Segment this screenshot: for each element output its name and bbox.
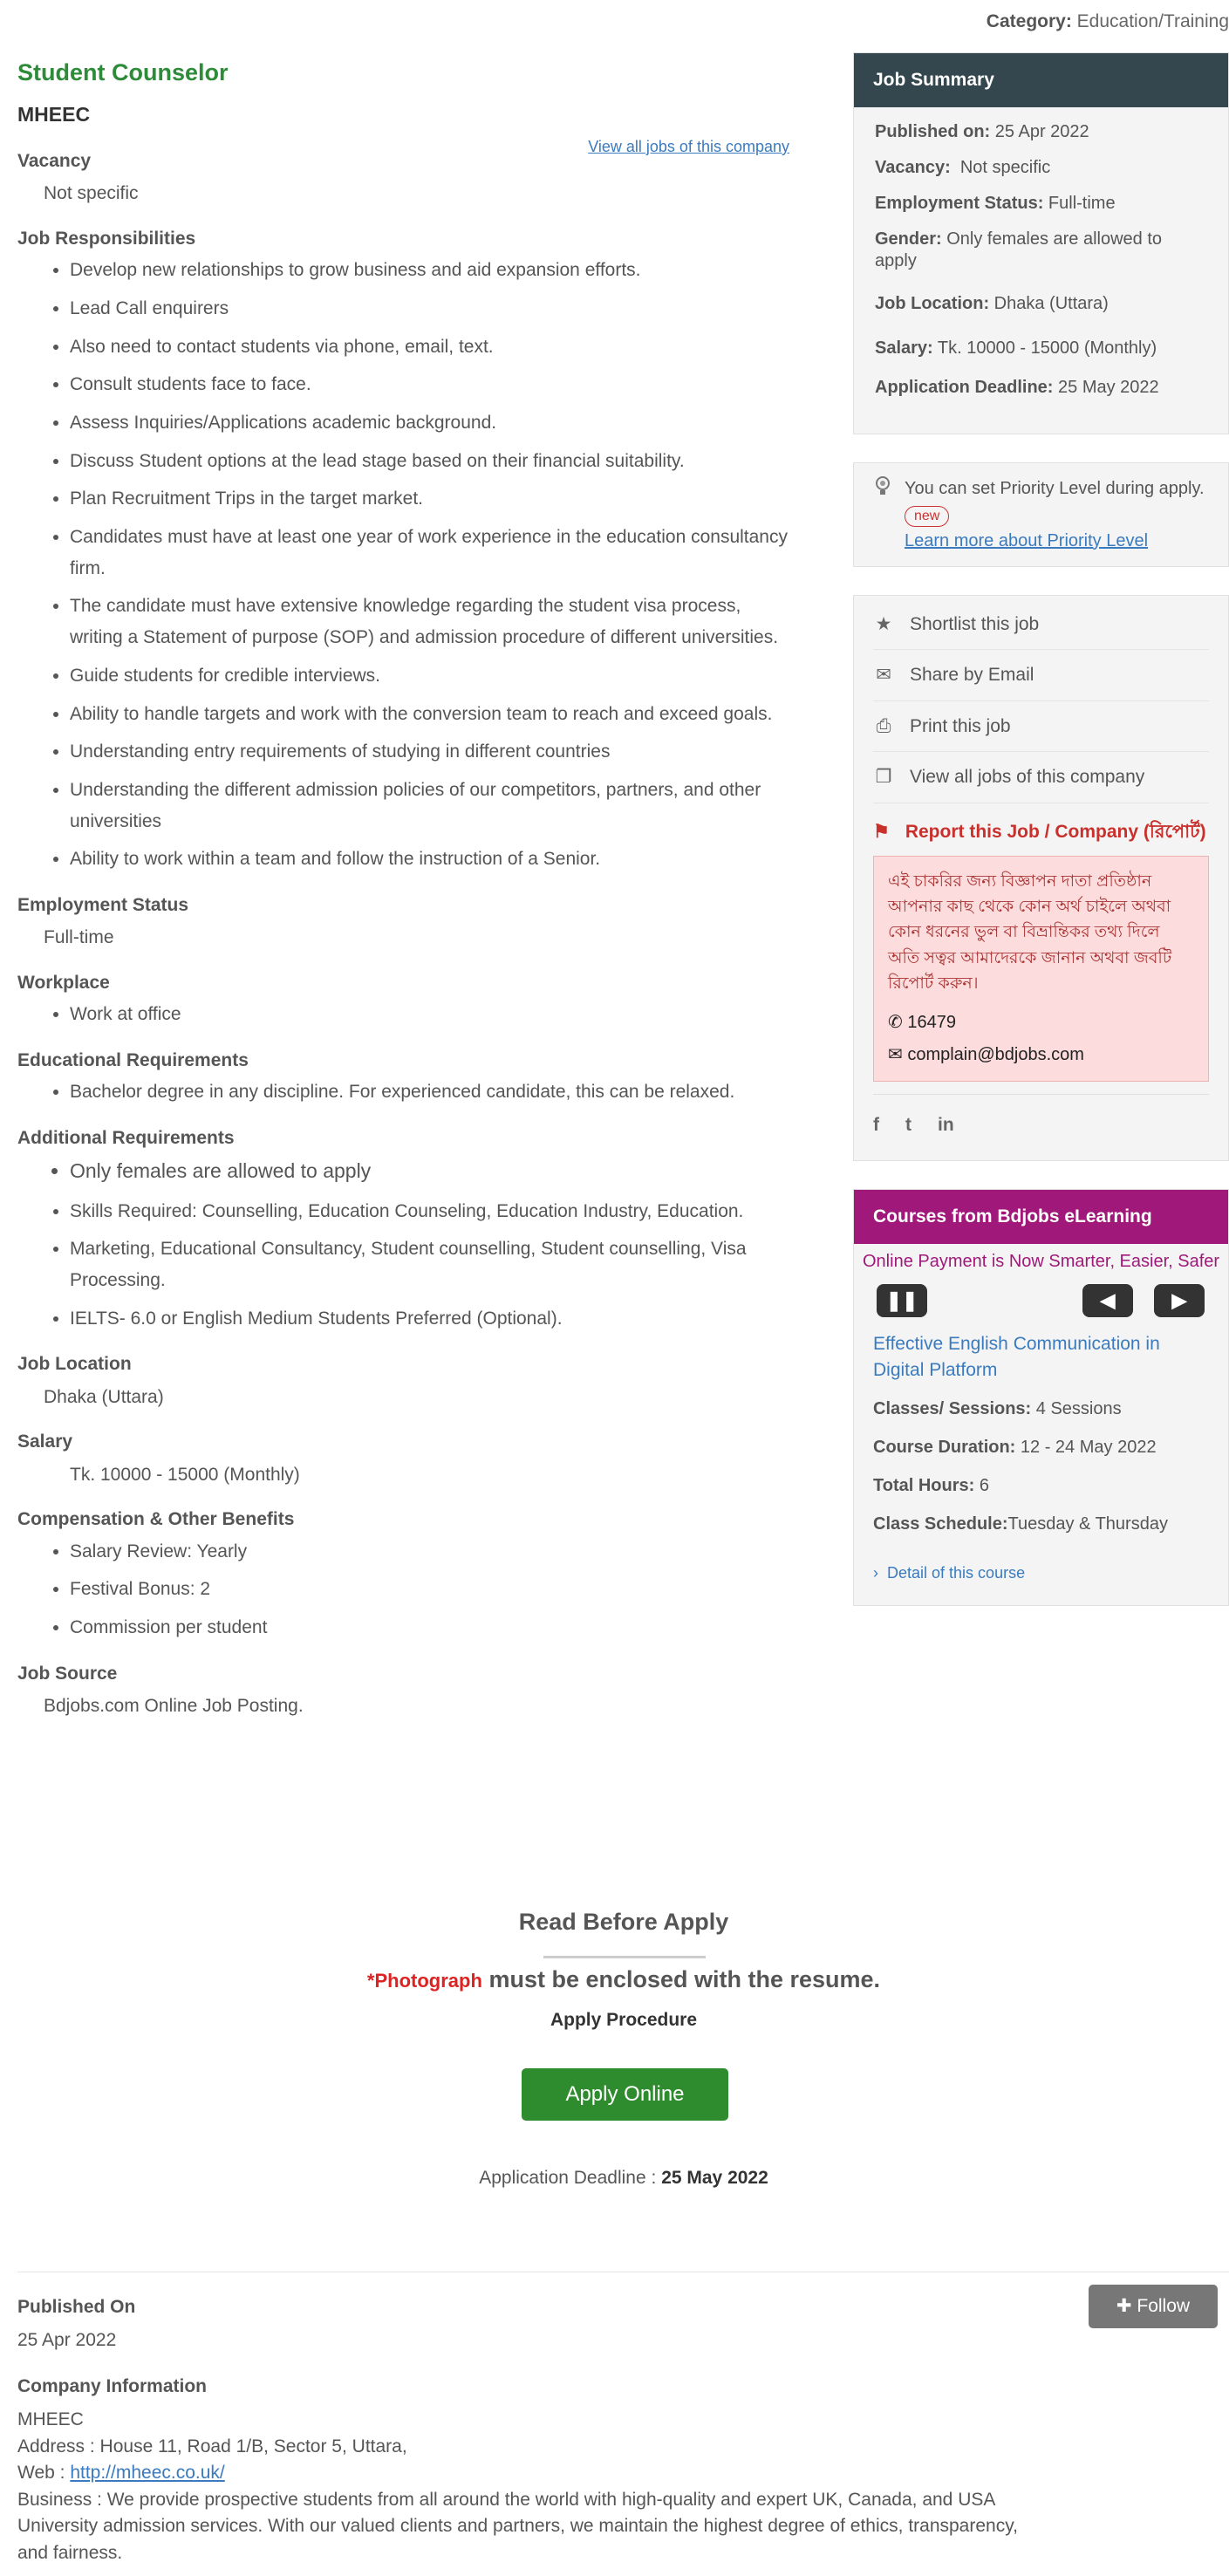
course-value: 12 - 24 May 2022 — [1020, 1437, 1157, 1457]
view-all-jobs-button[interactable] — [873, 752, 1209, 803]
benefits-section — [17, 1507, 789, 1643]
benefits-list — [70, 1536, 789, 1643]
company-name: MHEEC — [17, 103, 91, 126]
deadline-label: Application Deadline : — [479, 2168, 657, 2188]
published-date: 25 Apr 2022 — [17, 2330, 117, 2351]
list-item: • Lead Call enquirers — [70, 293, 789, 325]
list-item: • Work at office — [70, 999, 789, 1030]
education-section — [17, 1048, 789, 1108]
course-title-link[interactable]: Effective English Communication in Digital Platform — [873, 1333, 1160, 1381]
job-actions — [853, 595, 1229, 1162]
photo-label: *Photograph — [366, 1970, 482, 1992]
list-item: • Plan Recruitment Trips in the target market. — [70, 483, 789, 515]
apply-online-button[interactable]: Apply Online — [522, 2068, 728, 2121]
action-label: Print this job — [910, 715, 1011, 736]
courses-panel — [853, 1189, 1229, 1605]
lightbulb-icon — [873, 475, 892, 554]
list-item: • Candidates must have at least one year of work experience in the education consultancy firm. — [70, 522, 789, 584]
list-item: • Skills Required: Counselling, Education Counseling, Education Industry, Education. — [70, 1196, 789, 1227]
section-heading: Employment Status — [17, 894, 189, 915]
sidebar — [853, 52, 1229, 1606]
priority-box — [853, 462, 1229, 567]
envelope-icon: ✉ — [876, 665, 891, 686]
list-item: • Assess Inquiries/Applications academic background. — [70, 407, 789, 439]
summary-deadline — [854, 377, 1228, 399]
summary-published — [854, 121, 1228, 143]
summary-salary — [854, 338, 1228, 359]
action-label: Shortlist this job — [910, 613, 1040, 634]
course-value: 6 — [979, 1475, 989, 1495]
twitter-icon[interactable]: t — [905, 1114, 912, 1135]
facebook-icon[interactable]: f — [873, 1114, 879, 1135]
new-badge: new — [905, 506, 949, 527]
report-warning — [873, 856, 1209, 1082]
list-item: • Also need to contact students via phone, email, text. — [70, 331, 789, 363]
education-list — [70, 1076, 789, 1108]
pause-button[interactable]: ❚❚ — [877, 1284, 927, 1317]
linkedin-icon[interactable]: in — [938, 1114, 954, 1135]
category-value: Education/Training — [1076, 11, 1229, 31]
star-icon: ★ — [875, 613, 892, 634]
section-heading: Job Source — [17, 1663, 118, 1684]
flag-icon: ⚑ — [873, 821, 890, 842]
employment-value: Full-time — [44, 927, 114, 948]
apply-procedure-title: Apply Procedure — [550, 2010, 698, 2030]
job-details — [17, 58, 789, 1721]
summary-value: Only females are allowed to apply — [875, 229, 1163, 270]
company-name: MHEEC — [17, 2409, 84, 2430]
category-label: Category: — [986, 11, 1072, 31]
job-summary-title: Job Summary — [854, 53, 1228, 107]
summary-value: 25 May 2022 — [1058, 377, 1159, 397]
follow-button[interactable] — [1089, 2285, 1218, 2328]
summary-value: Full-time — [1048, 193, 1116, 213]
list-item: • The candidate must have extensive knowledge regarding the student visa process, writing a Statement of purpose (SOP) and admission procedure of different universities. — [70, 591, 789, 653]
copy-icon: ❐ — [875, 767, 892, 788]
list-item: • Guide students for credible interviews. — [70, 660, 789, 692]
source-value: Bdjobs.com Online Job Posting. — [44, 1696, 304, 1717]
section-heading: Job Responsibilities — [17, 228, 196, 249]
list-item: • Festival Bonus: 2 — [70, 1574, 789, 1605]
printer-icon: ⎙ — [876, 715, 891, 736]
web-label: Web : — [17, 2463, 65, 2484]
responsibilities-list — [70, 255, 789, 875]
course-detail-label: Detail of this course — [887, 1563, 1026, 1582]
photo-text: must be enclosed with the resume. — [488, 1966, 881, 1992]
section-heading: Salary — [17, 1431, 73, 1452]
category — [987, 7, 1229, 37]
print-button[interactable] — [873, 701, 1209, 753]
section-heading: Job Location — [17, 1354, 132, 1375]
social-share — [873, 1094, 1209, 1149]
company-business: Business : We provide prospective students from all around the world with high-quality and expert UK, Canada, and USA University admission services. With our valued clients and partners, we maintain the highest degree of ethics, transparency, and fairness. — [17, 2489, 1018, 2563]
salary-value: Tk. 10000 - 15000 (Monthly) — [70, 1464, 300, 1485]
summary-value: Dhaka (Uttara) — [993, 293, 1109, 313]
list-item: • IELTS- 6.0 or English Medium Students Preferred (Optional). — [70, 1303, 789, 1335]
deadline-value: 25 May 2022 — [661, 2168, 768, 2188]
list-item: • Ability to work within a team and follow the instruction of a Senior. — [70, 844, 789, 875]
location-value: Dhaka (Uttara) — [44, 1386, 164, 1407]
view-all-jobs-link[interactable]: View all jobs of this company — [588, 138, 789, 155]
envelope-icon: ✉ — [888, 1044, 903, 1064]
report-job-link[interactable] — [873, 803, 1209, 856]
summary-location — [854, 293, 1228, 315]
course-value: 4 Sessions — [1035, 1398, 1122, 1418]
summary-label: Published on: — [875, 121, 991, 141]
list-item: • Understanding entry requirements of studying in different countries — [70, 736, 789, 768]
company-web — [17, 2460, 1047, 2486]
salary-section — [17, 1429, 789, 1489]
list-item: • Bachelor degree in any discipline. For experienced candidate, this can be relaxed. — [70, 1076, 789, 1108]
company-info-heading: Company Information — [17, 2375, 208, 2396]
chevron-right-icon: › — [873, 1563, 878, 1582]
list-item: • Ability to handle targets and work with the conversion team to reach and exceed goals. — [70, 699, 789, 730]
section-heading: Vacancy — [17, 150, 92, 171]
summary-label: Vacancy: — [875, 157, 951, 177]
priority-learn-more-link[interactable]: Learn more about Priority Level — [905, 530, 1149, 550]
responsibilities-section — [17, 226, 789, 875]
location-section — [17, 1351, 789, 1411]
priority-text: You can set Priority Level during apply. — [905, 478, 1205, 498]
shortlist-button[interactable] — [873, 599, 1209, 651]
course-duration — [854, 1433, 1228, 1461]
carousel-controls — [854, 1279, 1228, 1321]
summary-gender — [854, 229, 1228, 272]
summary-label: Job Location: — [875, 293, 990, 313]
company-address: Address : House 11, Road 1/B, Sector 5, Uttara, — [17, 2436, 407, 2456]
list-item: • Commission per student — [70, 1612, 789, 1643]
list-item: • Consult students face to face. — [70, 369, 789, 400]
section-heading: Educational Requirements — [17, 1050, 249, 1071]
published-heading: Published On — [17, 2297, 136, 2317]
list-item: • Discuss Student options at the lead stage based on their financial suitability. — [70, 446, 789, 477]
job-summary — [853, 52, 1229, 434]
workplace-section — [17, 970, 789, 1030]
additional-section — [17, 1125, 789, 1334]
action-label: View all jobs of this company — [910, 767, 1145, 788]
section-heading: Workplace — [17, 972, 110, 993]
additional-list — [70, 1154, 789, 1334]
list-item: • Marketing, Educational Consultancy, Student counselling, Student counselling, Visa Processing. — [70, 1233, 789, 1295]
phone-number: 16479 — [907, 1012, 956, 1032]
list-item: • Only females are allowed to apply — [70, 1154, 789, 1188]
payment-marquee: Online Payment is Now Smarter, Easier, Safer — [863, 1251, 1220, 1271]
action-label: Share by Email — [910, 665, 1034, 686]
summary-value: Tk. 10000 - 15000 (Monthly) — [937, 338, 1157, 358]
course-label: Class Schedule: — [873, 1513, 1008, 1534]
share-email-button[interactable] — [873, 650, 1209, 701]
summary-label: Application Deadline: — [875, 377, 1054, 397]
summary-value: Not specific — [959, 157, 1051, 177]
section-heading: Compensation & Other Benefits — [17, 1509, 295, 1530]
course-label: Classes/ Sessions: — [873, 1398, 1032, 1418]
company-footer — [17, 2294, 1047, 2566]
summary-value: 25 Apr 2022 — [994, 121, 1089, 141]
summary-label: Employment Status: — [875, 193, 1044, 213]
read-before-apply-title: Read Before Apply — [518, 1909, 729, 1935]
source-section — [17, 1661, 789, 1721]
prev-arrow-icon[interactable]: ◀ — [1082, 1284, 1133, 1317]
application-deadline — [0, 2163, 1229, 2193]
next-arrow-icon[interactable]: ▶ — [1154, 1284, 1205, 1317]
course-schedule — [854, 1510, 1228, 1538]
list-item: • Salary Review: Yearly — [70, 1536, 789, 1568]
email-line — [888, 1042, 1194, 1069]
divider — [543, 1956, 706, 1958]
course-label: Total Hours: — [873, 1475, 975, 1495]
employment-section — [17, 892, 789, 953]
courses-title: Courses from Bdjobs eLearning — [854, 1190, 1228, 1244]
section-heading: Additional Requirements — [17, 1128, 235, 1149]
course-label: Course Duration: — [873, 1437, 1016, 1457]
summary-label: Salary: — [875, 338, 933, 358]
company-web-link[interactable]: http://mheec.co.uk/ — [70, 2463, 225, 2484]
plus-icon: ✚ — [1116, 2296, 1132, 2316]
follow-label: Follow — [1137, 2296, 1191, 2316]
photo-notice — [0, 1961, 1229, 1999]
workplace-list — [70, 999, 789, 1030]
complain-email: complain@bdjobs.com — [907, 1044, 1084, 1064]
course-hours — [854, 1472, 1228, 1500]
warning-text: এই চাকরির জন্য বিজ্ঞাপন দাতা প্রতিষ্ঠান আপনার কাছ থেকে কোন অর্থ চাইলে অথবা কোন ধরনের ভুল বা বিভ্রান্তিকর তথ্য দিলে অতি সত্বর আমাদেরকে জানান অথবা জবটি রিপোর্ট করুন। — [888, 871, 1172, 994]
list-item: • Understanding the different admission policies of our competitors, partners, and other universities — [70, 775, 789, 837]
phone-icon: ✆ — [888, 1012, 903, 1032]
phone-line — [888, 1009, 1194, 1036]
summary-employment — [854, 193, 1228, 215]
course-value: Tuesday & Thursday — [1007, 1513, 1168, 1534]
job-title: Student Counselor — [17, 59, 229, 85]
list-item: • Develop new relationships to grow business and aid expansion efforts. — [70, 255, 789, 286]
summary-vacancy — [854, 157, 1228, 179]
course-sessions — [854, 1395, 1228, 1423]
course-detail-link[interactable] — [854, 1548, 1228, 1605]
summary-label: Gender: — [875, 229, 942, 249]
vacancy-value: Not specific — [44, 183, 139, 204]
report-label: Report this Job / Company (রিপোর্ট) — [905, 821, 1206, 842]
